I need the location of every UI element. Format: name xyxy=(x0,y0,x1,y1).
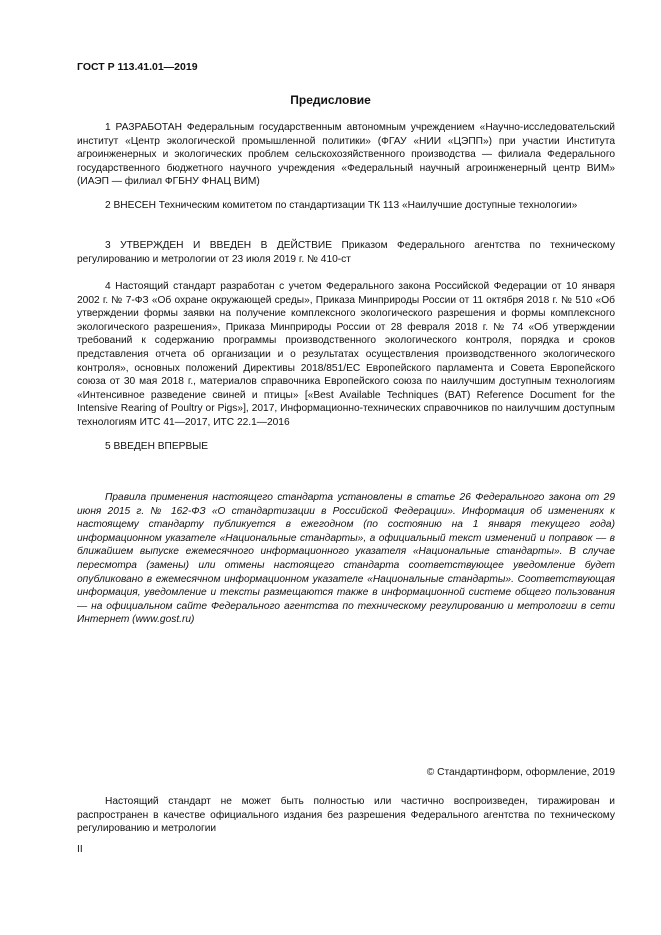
foreword-paragraph-5 xyxy=(77,440,615,454)
paragraph-text: 5 ВВЕДЕН ВПЕРВЫЕ xyxy=(105,441,209,452)
reproduction-notice xyxy=(77,795,615,836)
copyright-line: © Стандартинформ, оформление, 2019 xyxy=(426,767,615,778)
page-number: II xyxy=(77,844,83,855)
foreword-paragraph-1 xyxy=(77,121,615,189)
paragraph-text: 4 Настоящий стандарт разработан с учетом Федерального закона Российской Федерации от 10 января 2002 г. № 7-ФЗ «Об охране окружающей среды», Приказа Минприроды России от 11 октября 2018 г. № 510 «Об утверждении формы заявки на получение комплексного экологического разрешения и формы комплексного экологического разрешения», Приказа Минприроды России от 28 февраля 2018 г. № 74 «Об утверждении требований к содержанию программы производственного экологического контроля, порядка и сроков представления отчета об организации и о результатах осуществления производственного экологического контроля», основных положений Директивы 2018/851/ЕС Европейского парламента и Совета Европейского союза от 30 мая 2018 г., материалов справочника Европейского союза по наилучшим доступным технологиям «Интенсивное разведение свиней и птицы» [«Best Available Techniques (BAT) Reference Document for the Intensive Rearing of Poultry or Pigs»], 2017, Информационно-технических справочников по наилучшим доступным технологиям ИТС 41—2017, ИТС 22.1—2016 xyxy=(77,281,615,428)
document-code: ГОСТ Р 113.41.01—2019 xyxy=(77,61,198,73)
paragraph-text: 1 РАЗРАБОТАН Федеральным государственным автономным учреждением «Научно-исследовательский институт «Центр экологической промышленной политики» (ФГАУ «НИИ «ЦЭПП») при участии Института агроинженерных и экологических проблем сельскохозяйственного производства — филиала Федерального государственного бюджетного научного учреждения «Федеральный научный агроинженерный центр ВИМ» (ИАЭП — филиал ФГБНУ ФНАЦ ВИМ) xyxy=(77,122,615,188)
foreword-paragraph-3 xyxy=(77,239,615,266)
section-title: Предисловие xyxy=(290,93,371,107)
notice-text: Настоящий стандарт не может быть полностью или частично воспроизведен, тиражирован и распространен в качестве официального издания без разрешения Федерального агентства по техническому регулированию и метрологии xyxy=(77,796,615,835)
note-text: Правила применения настоящего стандарта установлены в статье 26 Федерального закона от 29 июня 2015 г. № 162-ФЗ «О стандартизации в Российской Федерации». Информация об изменениях к настоящему стандарту публикуется в ежегодном (по состоянию на 1 января текущего года) информационном указателе «Национальные стандарты», а официальный текст изменений и поправок — в ближайшем выпуске ежемесячного информационного указателя «Национальные стандарты». В случае пересмотра (замены) или отмены настоящего стандарта соответствующее уведомление будет опубликовано в ежемесячном информационном указателе «Национальные стандарты». Соответствующая информация, уведомление и тексты размещаются также в информационной системе общего пользования — на официальном сайте Федерального агентства по техническому регулированию и метрологии в сети Интернет (www.gost.ru) xyxy=(77,492,615,626)
standard-application-note xyxy=(77,491,615,627)
paragraph-text: 3 УТВЕРЖДЕН И ВВЕДЕН В ДЕЙСТВИЕ Приказом Федерального агентства по техническому регулированию и метрологии от 23 июля 2019 г. № 410-ст xyxy=(77,240,615,265)
foreword-paragraph-4 xyxy=(77,280,615,430)
paragraph-text: 2 ВНЕСЕН Техническим комитетом по стандартизации ТК 113 «Наилучшие доступные технологии» xyxy=(105,200,578,211)
foreword-paragraph-2 xyxy=(77,199,615,213)
